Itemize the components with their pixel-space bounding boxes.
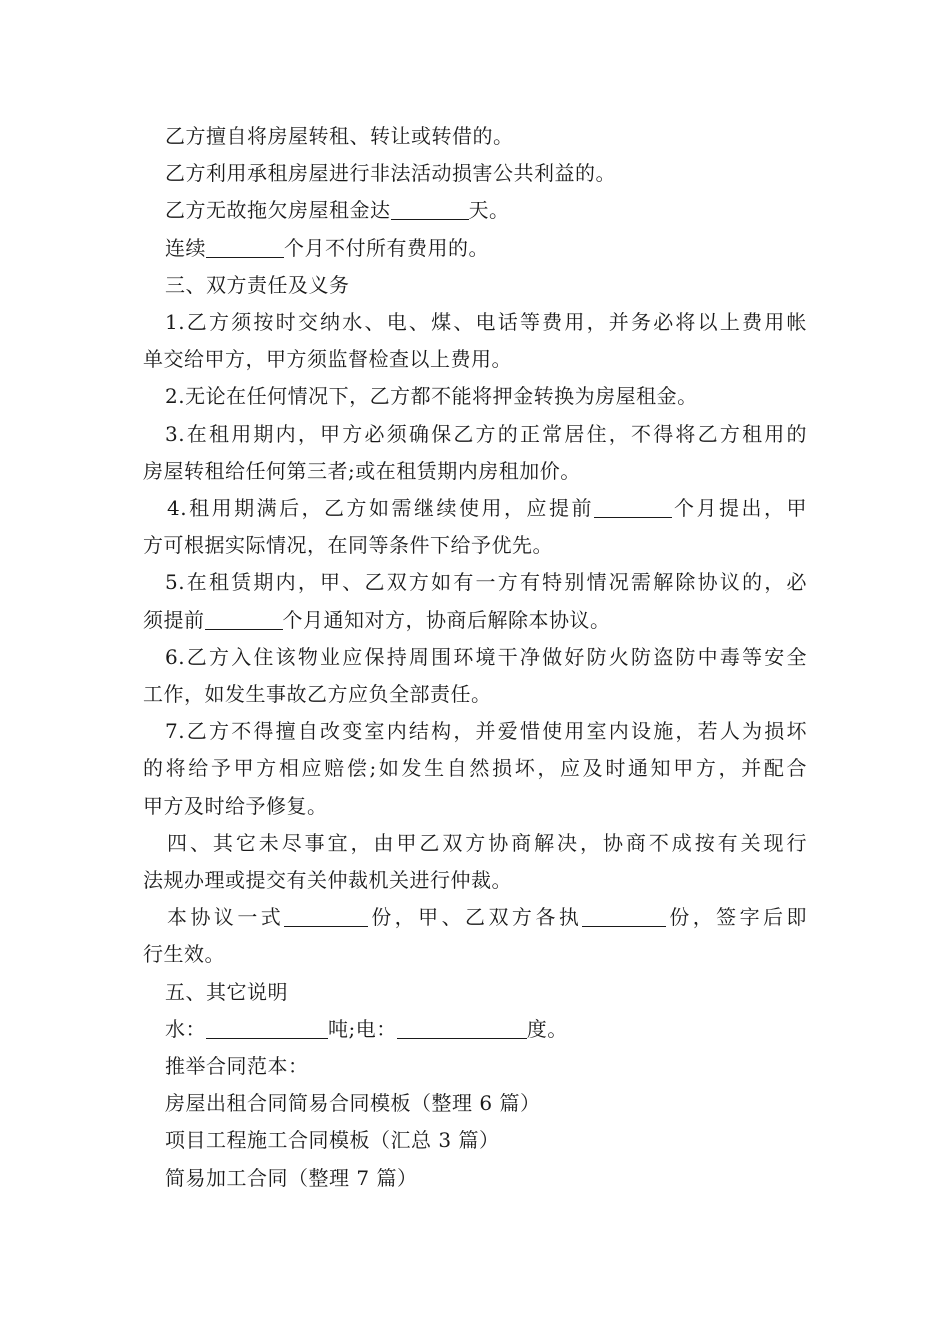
clause-text: 个月通知对方，协商后解除本协议。 [282,607,611,632]
clause-text: 乙方利用承租房屋进行非法活动损害公共利益的。 [165,161,616,186]
termination-clause-sublet [143,118,807,155]
fill-blank-total-copies[interactable] [284,906,368,927]
fill-blank-months[interactable] [206,237,284,258]
termination-clause-unpaid-fees [143,230,807,267]
clause-text: 乙方擅自将房屋转租、转让或转借的。 [165,124,514,148]
duty-item-4-line-2: 方可根据实际情况，在同等条件下给予优先。 [143,533,553,558]
fill-blank-power-reading[interactable] [397,1018,527,1039]
contract-body [143,118,807,1197]
duty-item-5-line-2 [143,602,807,639]
recommended-template-link[interactable]: 房屋出租合同简易合同模板（整理 6 篇） [165,1091,541,1116]
power-label: 吨;电： [328,1016,397,1041]
duty-item-7-line-3: 甲方及时给予修复。 [143,793,328,818]
fill-blank-termination-months[interactable] [205,609,283,630]
copies-clause-line-1 [143,899,807,936]
clause-text: 连续 [165,235,206,260]
water-label: 水： [165,1016,206,1041]
duty-item-3-line-1: 3.在租用期内，甲方必须确保乙方的正常居住，不得将乙方租用的 [165,421,807,446]
duty-item-1-line-1: 1.乙方须按时交纳水、电、煤、电话等费用，并务必将以上费用帐 [165,310,807,335]
clause-text: 4.租用期满后，乙方如需继续使用，应提前 [167,496,595,521]
duty-item-3-line-2: 房屋转租给任何第三者;或在租赁期内房租加价。 [143,458,581,483]
termination-clause-rent-arrears [143,192,807,229]
fill-blank-copies-each[interactable] [582,906,666,927]
duty-item-1-line-2: 单交给甲方，甲方须监督检查以上费用。 [143,347,512,372]
duty-item-2: 2.无论在任何情况下，乙方都不能将押金转换为房屋租金。 [165,384,698,409]
clause-text: 份，签字后即 [666,905,808,930]
section-4-line-2: 法规办理或提交有关仲裁机关进行仲裁。 [143,868,512,893]
clause-text: 天。 [468,198,510,223]
section-4-line-1: 四、其它未尽事宜，由甲乙双方协商解决，协商不成按有关现行 [167,830,807,855]
copies-clause-line-2: 行生效。 [143,942,225,967]
clause-text: 须提前 [143,607,205,632]
duty-item-6-line-2: 工作，如发生事故乙方应负全部责任。 [143,682,492,707]
recommended-templates-heading: 推举合同范本： [165,1054,309,1079]
clause-text: 乙方无故拖欠房屋租金达 [165,198,391,223]
duty-item-5-line-1: 5.在租赁期内，甲、乙双方如有一方有特别情况需解除协议的，必 [165,570,807,595]
clause-text: 个月提出，甲 [672,496,807,521]
fill-blank-notice-months[interactable] [594,497,672,518]
power-unit: 度。 [526,1016,568,1041]
section-heading-other-notes: 五、其它说明 [165,979,288,1004]
fill-blank-water-reading[interactable] [206,1018,328,1039]
clause-text: 份，甲、乙双方各执 [368,905,583,930]
utility-readings [143,1011,807,1048]
duty-item-4-line-1 [143,490,807,527]
duty-item-7-line-1: 7.乙方不得擅自改变室内结构，并爱惜使用室内设施，若人为损坏 [165,719,807,744]
duty-item-6-line-1: 6.乙方入住该物业应保持周围环境干净做好防火防盗防中毒等安全 [165,644,807,669]
recommended-template-link[interactable]: 项目工程施工合同模板（汇总 3 篇） [165,1128,500,1153]
duty-item-7-line-2: 的将给予甲方相应赔偿;如发生自然损坏，应及时通知甲方，并配合 [143,756,807,781]
recommended-template-link[interactable]: 简易加工合同（整理 7 篇） [165,1165,418,1190]
fill-blank-days[interactable] [391,199,469,220]
clause-text: 本协议一式 [167,905,285,930]
section-heading-duties: 三、双方责任及义务 [165,272,350,297]
clause-text: 个月不付所有费用的。 [284,235,489,260]
termination-clause-illegal-use [143,155,807,192]
